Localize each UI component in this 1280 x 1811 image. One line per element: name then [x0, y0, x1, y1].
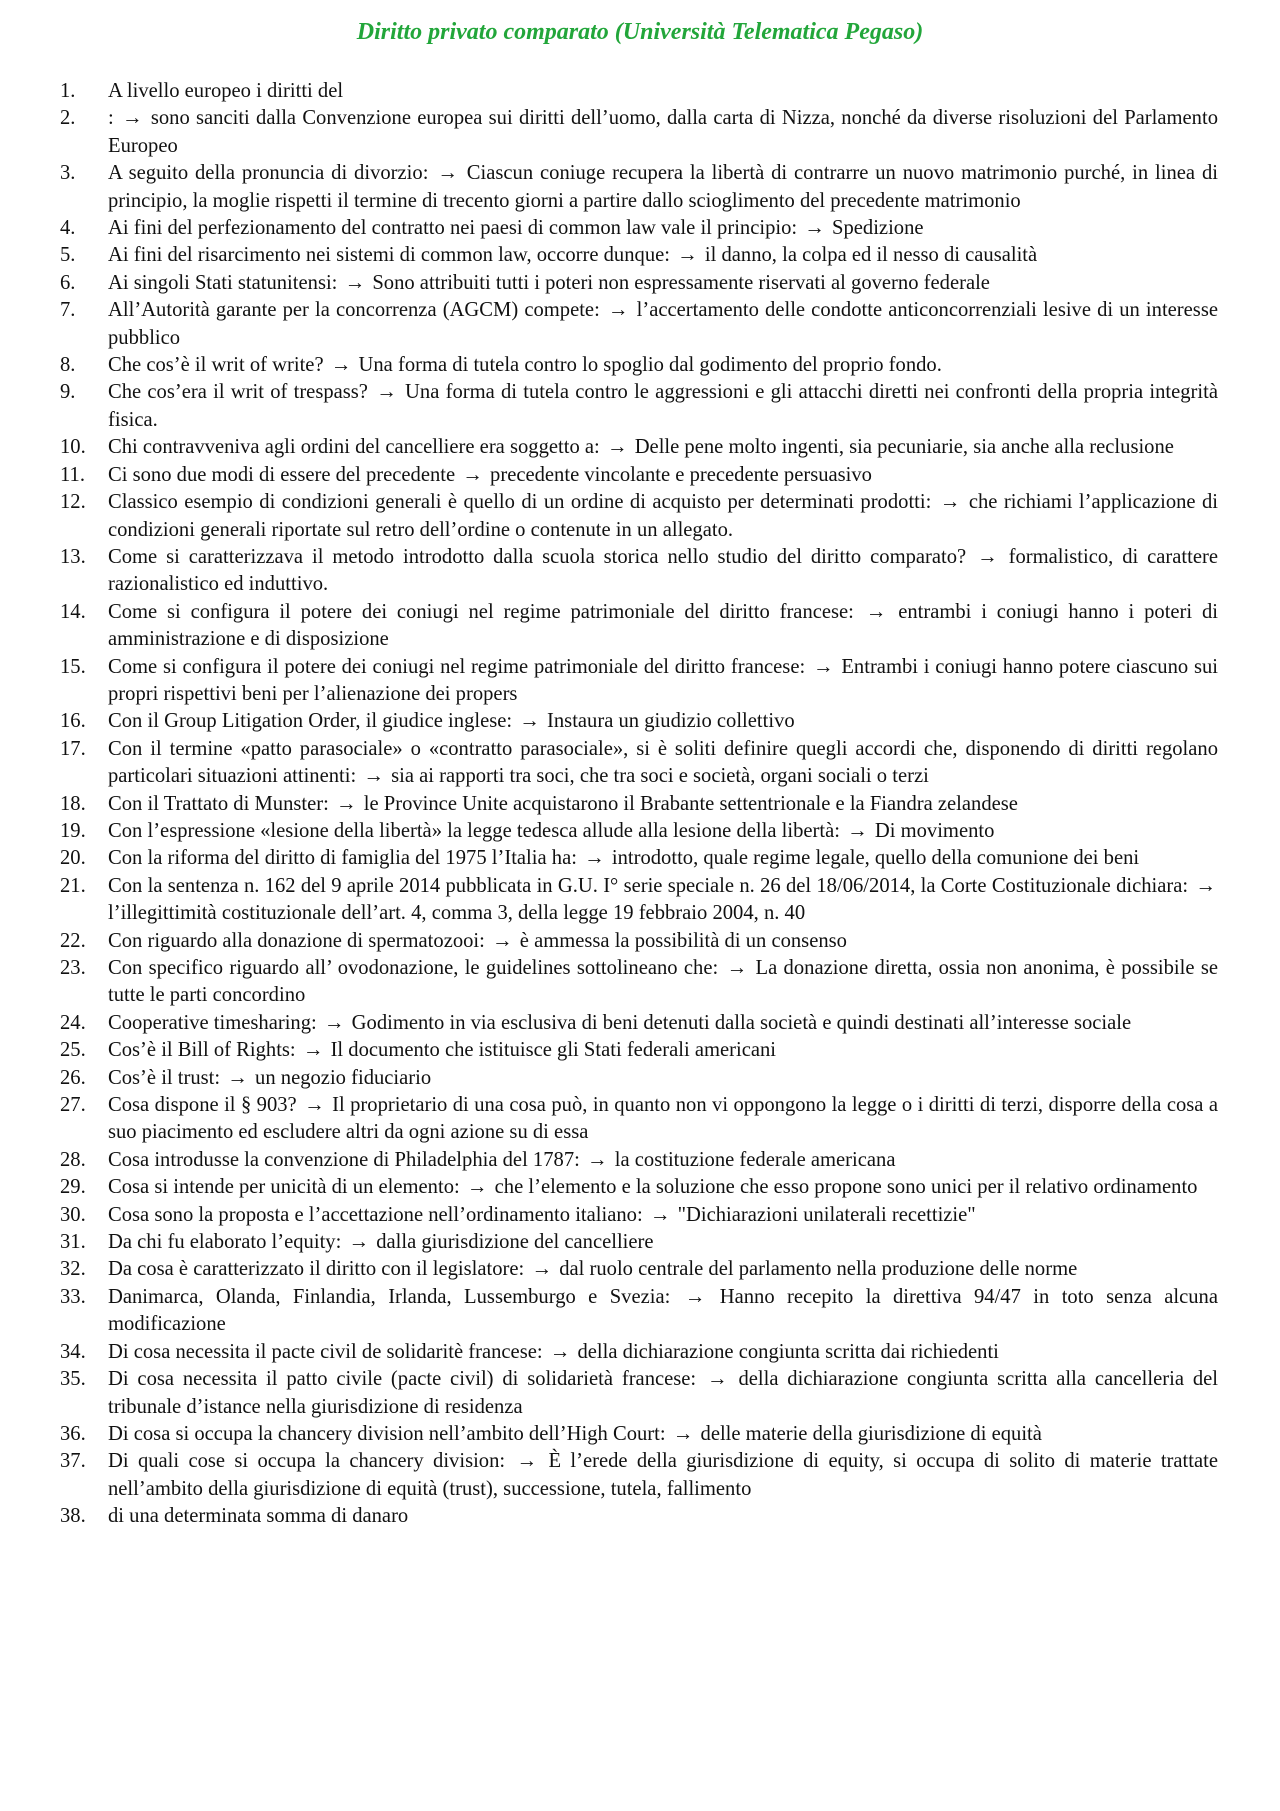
- item-answer: sia ai rapporti tra soci, che tra soci e società, organi sociali o terzi: [391, 765, 929, 788]
- item-answer: della dichiarazione congiunta scritta alla cancelleria del tribunale d’istance nella giurisdizione di residenza: [108, 1368, 1218, 1418]
- item-answer: dal ruolo centrale del parlamento nella produzione delle norme: [559, 1258, 1078, 1281]
- arrow-icon: →: [977, 545, 998, 568]
- arrow-icon: →: [606, 436, 628, 459]
- item-question: Con riguardo alla donazione di spermatozooi:: [108, 929, 485, 952]
- item-number: 6.: [60, 271, 76, 294]
- item-question: Con il Trattato di Munster:: [108, 792, 329, 815]
- item-number: 7.: [60, 299, 76, 322]
- item-number: 21.: [60, 874, 86, 897]
- item-number: 37.: [60, 1450, 86, 1473]
- item-answer: le Province Unite acquistarono il Brabante settentrionale e la Fiandra zelandese: [363, 792, 1018, 815]
- list-item: [0, 379, 1280, 434]
- item-answer: Sono attribuiti tutti i poteri non espressamente riservati al governo federale: [372, 271, 990, 294]
- list-item: [0, 462, 1280, 489]
- item-number: 26.: [60, 1066, 86, 1089]
- item-number: 14.: [60, 600, 86, 623]
- list-item: [0, 1174, 1280, 1201]
- list-item: [0, 818, 1280, 845]
- arrow-icon: →: [649, 1203, 671, 1226]
- arrow-icon: →: [939, 491, 961, 514]
- arrow-icon: →: [323, 1011, 345, 1034]
- item-number: 19.: [60, 819, 86, 842]
- arrow-icon: →: [812, 655, 834, 678]
- list-item: [0, 78, 1280, 105]
- list-item: [0, 791, 1280, 818]
- item-question: Che cos’era il writ of trespass?: [108, 381, 368, 404]
- item-question: A seguito della pronuncia di divorzio:: [108, 162, 429, 185]
- item-number: 3.: [60, 162, 76, 185]
- item-number: 8.: [60, 354, 76, 377]
- list-item: [0, 1037, 1280, 1064]
- list-item: [0, 1256, 1280, 1283]
- list-item: [0, 1147, 1280, 1174]
- item-question: Ai fini del risarcimento nei sistemi di common law, occorre dunque:: [108, 244, 670, 267]
- item-number: 4.: [60, 217, 76, 240]
- item-answer: È l’erede della giurisdizione di equity, si occupa di solito di materie trattate nell’ambito della giurisdizione di equità (trust), successione, tutela, fallimento: [108, 1450, 1218, 1500]
- item-answer: sono sanciti dalla Convenzione europea sui diritti dell’uomo, dalla carta di Nizza, nonché da diverse risoluzioni del Parlamento Europeo: [108, 107, 1218, 157]
- item-answer: entrambi i coniugi hanno i poteri di amministrazione e di disposizione: [108, 600, 1218, 651]
- item-number: 17.: [60, 737, 86, 760]
- list-item: [0, 434, 1280, 461]
- item-question: Cooperative timesharing:: [108, 1011, 317, 1034]
- item-answer: Entrambi i coniugi hanno potere ciascuno sui propri rispettivi beni per l’alienazione dei propers: [108, 655, 1218, 705]
- item-answer: che l’elemento e la soluzione che esso propone sono unici per il relativo ordinamento: [494, 1176, 1198, 1199]
- list-item: [0, 1339, 1280, 1366]
- item-answer: è ammessa la possibilità di un consenso: [519, 929, 847, 952]
- arrow-icon: →: [302, 1039, 324, 1062]
- arrow-icon: →: [587, 1148, 608, 1171]
- item-question: Di cosa si occupa la chancery division nell’ambito dell’High Court:: [108, 1422, 666, 1445]
- item-question: Cos’è il Bill of Rights:: [108, 1039, 296, 1062]
- item-answer: Godimento in via esclusiva di beni detenuti dalla società e quindi destinati all’interesse sociale: [351, 1011, 1132, 1034]
- item-question: Danimarca, Olanda, Finlandia, Irlanda, Lussemburgo e Svezia:: [108, 1285, 671, 1308]
- item-number: 12.: [60, 491, 86, 514]
- arrow-icon: →: [549, 1340, 571, 1363]
- item-number: 20.: [60, 847, 86, 870]
- item-answer: precedente vincolante e precedente persuasivo: [490, 463, 872, 486]
- item-answer: Hanno recepito la direttiva 94/47 in toto senza alcuna modificazione: [108, 1285, 1218, 1336]
- qa-list: [0, 78, 1280, 1531]
- list-item: [0, 489, 1280, 544]
- item-number: 5.: [60, 244, 76, 267]
- item-number: 36.: [60, 1422, 86, 1445]
- item-number: 22.: [60, 929, 86, 952]
- item-question: Che cos’è il writ of write?: [108, 354, 324, 377]
- list-item: [0, 1421, 1280, 1448]
- item-question: Ai fini del perfezionamento del contratto nei paesi di common law vale il principio:: [108, 217, 798, 240]
- list-item: [0, 1229, 1280, 1256]
- arrow-icon: →: [684, 1285, 706, 1308]
- item-answer: delle materie della giurisdizione di equità: [700, 1422, 1042, 1445]
- item-question: Cosa sono la proposta e l’accettazione nell’ordinamento italiano:: [108, 1203, 643, 1226]
- item-answer: Spedizione: [832, 217, 924, 240]
- item-question: Con la sentenza n. 162 del 9 aprile 2014 pubblicata in G.U. I° serie speciale n. 26 del 18/06/2014, la Corte Costituzionale dichiara:: [108, 874, 1189, 897]
- item-question: Come si configura il potere dei coniugi nel regime patrimoniale del diritto francese:: [108, 600, 854, 623]
- item-answer: l’accertamento delle condotte anticoncorrenziali lesive di un interesse pubblico: [108, 299, 1218, 349]
- item-number: 15.: [60, 655, 86, 678]
- item-answer: il danno, la colpa ed il nesso di causalità: [704, 244, 1038, 267]
- arrow-icon: →: [376, 381, 397, 404]
- list-item: [0, 1503, 1280, 1530]
- item-answer: Il documento che istituisce gli Stati federali americani: [330, 1039, 777, 1062]
- item-number: 33.: [60, 1285, 86, 1308]
- arrow-icon: →: [304, 1094, 325, 1117]
- document-title: Diritto privato comparato (Università Telematica Pegaso): [356, 19, 924, 45]
- list-item: [0, 297, 1280, 352]
- arrow-icon: →: [519, 710, 540, 733]
- item-number: 32.: [60, 1258, 86, 1281]
- item-answer: la costituzione federale americana: [614, 1148, 896, 1171]
- item-question: Da chi fu elaborato l’equity:: [108, 1231, 342, 1254]
- item-question: Ci sono due modi di essere del precedente: [108, 463, 456, 486]
- list-item: [0, 1366, 1280, 1421]
- item-number: 16.: [60, 710, 86, 733]
- arrow-icon: →: [804, 217, 825, 240]
- item-number: 1.: [60, 80, 76, 102]
- arrow-icon: →: [672, 1422, 694, 1445]
- arrow-icon: →: [531, 1258, 553, 1281]
- arrow-icon: →: [584, 847, 605, 870]
- arrow-icon: →: [607, 299, 629, 322]
- item-number: 25.: [60, 1039, 86, 1062]
- arrow-icon: →: [466, 1176, 488, 1199]
- list-item: [0, 654, 1280, 709]
- item-number: 38.: [60, 1505, 86, 1528]
- item-answer: l’illegittimità costituzionale dell’art. 4, comma 3, della legge 19 febbraio 2004, n. 40: [108, 902, 806, 925]
- item-question: Di cosa necessita il patto civile (pacte civil) di solidarietà francese:: [108, 1368, 697, 1391]
- item-question: Con la riforma del diritto di famiglia del 1975 l’Italia ha:: [108, 847, 577, 870]
- item-question: Di quali cose si occupa la chancery division:: [108, 1450, 506, 1473]
- item-number: 23.: [60, 957, 86, 979]
- item-question: Come si configura il potere dei coniugi nel regime patrimoniale del diritto francese:: [108, 655, 806, 678]
- list-item: [0, 160, 1280, 215]
- list-item: [0, 955, 1280, 1010]
- arrow-icon: →: [330, 354, 352, 377]
- item-question: Di cosa necessita il pacte civil de solidaritè francese:: [108, 1340, 543, 1363]
- item-question: Cosa dispone il § 903?: [108, 1094, 297, 1117]
- item-question: Con il Group Litigation Order, il giudice inglese:: [108, 710, 513, 733]
- list-item: [0, 1284, 1280, 1339]
- item-number: 10.: [60, 436, 86, 459]
- item-answer: Ciascun coniuge recupera la libertà di contrarre un nuovo matrimonio purché, in linea di principio, la moglie rispetti il termine di trecento giorni a partire dallo scioglimento del precedente matrimonio: [108, 162, 1218, 212]
- arrow-icon: →: [847, 819, 868, 842]
- item-question: :: [108, 107, 114, 130]
- item-number: 24.: [60, 1011, 86, 1034]
- item-answer: formalistico, di carattere razionalistico ed induttivo.: [108, 545, 1218, 596]
- item-number: 28.: [60, 1148, 86, 1171]
- item-question: A livello europeo i diritti del: [108, 80, 344, 102]
- arrow-icon: →: [336, 792, 357, 815]
- item-question: Con specifico riguardo all’ ovodonazione, le guidelines sottolineano che:: [108, 957, 719, 979]
- item-number: 11.: [60, 463, 85, 486]
- item-question: Cosa si intende per unicità di un elemento:: [108, 1176, 460, 1199]
- item-answer: Una forma di tutela contro lo spoglio dal godimento del proprio fondo.: [358, 354, 942, 377]
- arrow-icon: →: [1195, 874, 1217, 897]
- item-answer: che richiami l’applicazione di condizioni generali riportate sul retro dell’ordine o contenute in un allegato.: [108, 491, 1219, 541]
- arrow-icon: →: [122, 107, 143, 130]
- list-item: [0, 928, 1280, 955]
- item-answer: della dichiarazione congiunta scritta dai richiedenti: [577, 1340, 999, 1363]
- list-item: [0, 1202, 1280, 1229]
- item-number: 29.: [60, 1176, 86, 1199]
- list-item: [0, 242, 1280, 269]
- arrow-icon: →: [437, 162, 458, 185]
- arrow-icon: →: [726, 957, 748, 979]
- item-number: 13.: [60, 545, 86, 568]
- list-item: [0, 105, 1280, 160]
- item-number: 2.: [60, 107, 76, 130]
- item-number: 18.: [60, 792, 86, 815]
- item-answer: La donazione diretta, ossia non anonima, è possibile se tutte le parti concordino: [108, 957, 1218, 1007]
- list-item: [0, 1010, 1280, 1037]
- item-question: Classico esempio di condizioni generali è quello di un ordine di acquisto per determinati prodotti:: [108, 491, 932, 514]
- arrow-icon: →: [865, 600, 887, 623]
- arrow-icon: →: [462, 463, 483, 486]
- item-question: Cosa introdusse la convenzione di Philadelphia del 1787:: [108, 1148, 580, 1171]
- list-item: [0, 1448, 1280, 1503]
- list-item: [0, 873, 1280, 928]
- list-item: [0, 215, 1280, 242]
- arrow-icon: →: [363, 765, 384, 788]
- list-item: [0, 599, 1280, 654]
- item-number: 35.: [60, 1368, 86, 1391]
- item-question: Cos’è il trust:: [108, 1066, 221, 1089]
- item-number: 30.: [60, 1203, 86, 1226]
- item-question: Con l’espressione «lesione della libertà» la legge tedesca allude alla lesione della libertà:: [108, 819, 840, 842]
- arrow-icon: →: [344, 271, 366, 294]
- list-item: [0, 1065, 1280, 1092]
- list-item: [0, 845, 1280, 872]
- list-item: [0, 736, 1280, 791]
- arrow-icon: →: [516, 1450, 538, 1473]
- item-answer: "Dichiarazioni unilaterali recettizie": [677, 1203, 976, 1226]
- item-answer: un negozio fiduciario: [255, 1066, 432, 1089]
- list-item: [0, 1092, 1280, 1147]
- item-answer: dalla giurisdizione del cancelliere: [376, 1231, 654, 1254]
- arrow-icon: →: [348, 1231, 370, 1254]
- item-answer: introdotto, quale regime legale, quello della comunione dei beni: [611, 847, 1140, 870]
- item-answer: Instaura un giudizio collettivo: [547, 710, 795, 733]
- list-item: [0, 708, 1280, 735]
- item-number: 31.: [60, 1231, 86, 1254]
- arrow-icon: →: [227, 1066, 248, 1089]
- arrow-icon: →: [677, 244, 698, 267]
- list-item: [0, 270, 1280, 297]
- list-item: [0, 544, 1280, 599]
- item-question: Con il termine «patto parasociale» o «contratto parasociale», si è soliti definire quegli accordi che, disponendo di diritti regolano particolari situazioni attinenti:: [108, 737, 1218, 788]
- item-question: All’Autorità garante per la concorrenza (AGCM) compete:: [108, 299, 600, 322]
- list-item: [0, 352, 1280, 379]
- item-answer: Il proprietario di una cosa può, in quanto non vi oppongono la legge o i diritti di terzi, disporre della cosa a suo piacimento ed escludere altri da ogni azione su di essa: [108, 1094, 1218, 1144]
- item-question: di una determinata somma di danaro: [108, 1505, 409, 1528]
- item-number: 34.: [60, 1340, 86, 1363]
- arrow-icon: →: [707, 1368, 728, 1391]
- item-answer: Di movimento: [874, 819, 995, 842]
- item-question: Ai singoli Stati statunitensi:: [108, 271, 338, 294]
- item-number: 9.: [60, 381, 76, 404]
- item-question: Come si caratterizzava il metodo introdotto dalla scuola storica nello studio del diritto comparato?: [108, 545, 967, 568]
- item-number: 27.: [60, 1094, 86, 1117]
- arrow-icon: →: [492, 929, 513, 952]
- item-answer: Delle pene molto ingenti, sia pecuniarie, sia anche alla reclusione: [634, 436, 1174, 459]
- item-question: Da cosa è caratterizzato il diritto con il legislatore:: [108, 1258, 525, 1281]
- item-answer: Una forma di tutela contro le aggressioni e gli attacchi diretti nei confronti della propria integrità fisica.: [108, 381, 1218, 431]
- item-question: Chi contravveniva agli ordini del cancelliere era soggetto a:: [108, 436, 600, 459]
